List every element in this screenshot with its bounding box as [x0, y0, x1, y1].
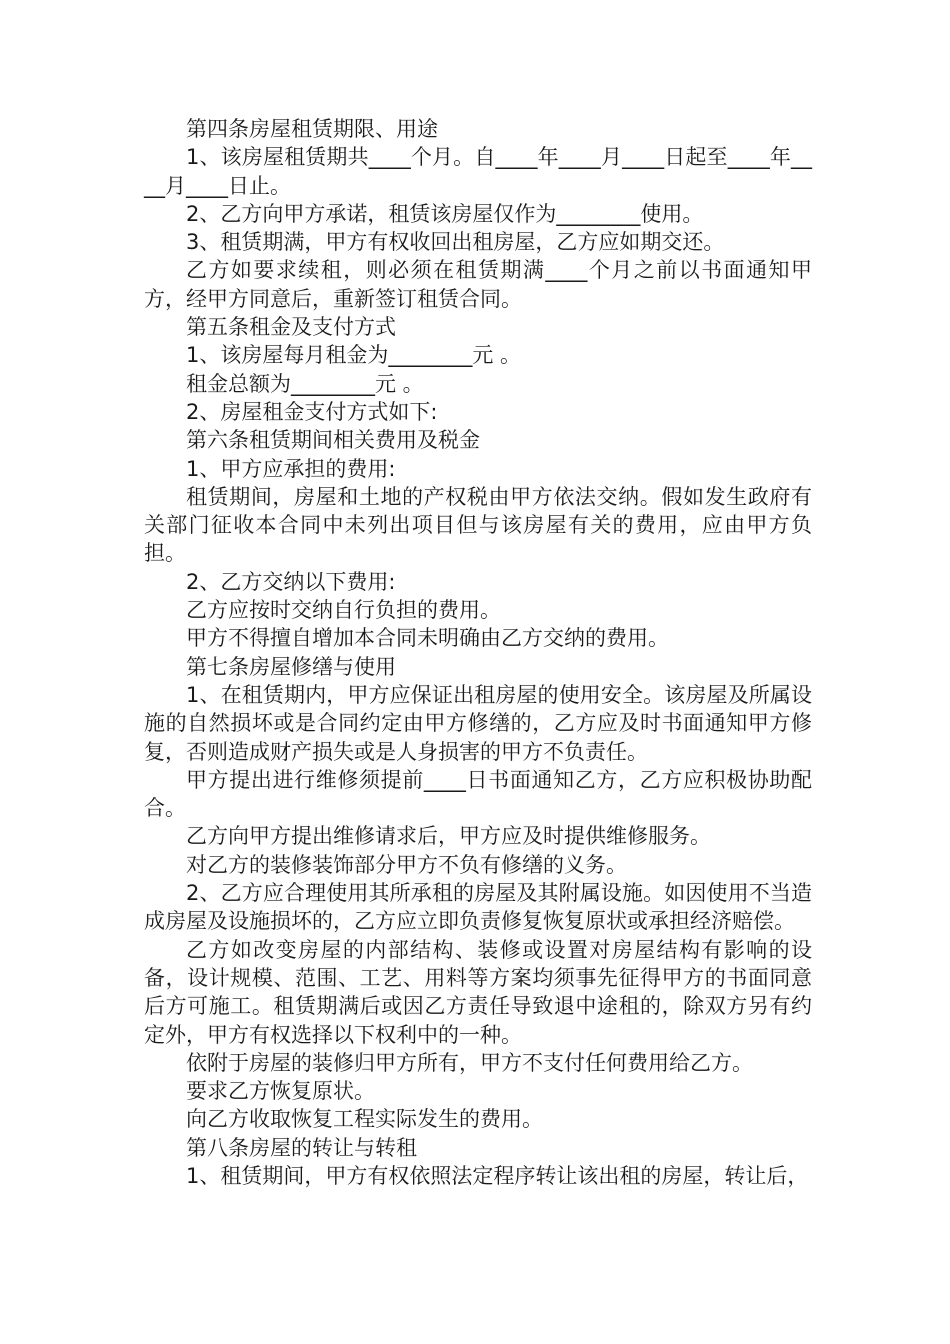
paragraph-payment-method: 2、房屋租金支付方式如下: — [186, 399, 438, 424]
paragraph-monthly-rent: 1、该房屋每月租金为________元 。 — [186, 343, 522, 368]
paragraph-party-b-costs: 2、乙方交纳以下费用: — [186, 569, 396, 594]
article-5-heading: 第五条租金及支付方式 — [186, 315, 396, 340]
paragraph-structure-change: 乙方如改变房屋的内部结构、装修或设置对房屋结构有影响的设备，设计规模、范围、工艺、用料等方案均须事先征得甲方的书面同意后方可施工。租赁期满后或因乙方责任导致退中途租的，除双方另有约定外，甲方有权选择以下权利中的一种。 — [144, 937, 812, 1047]
paragraph-total-rent: 租金总额为________元 。 — [186, 371, 424, 396]
paragraph-lease-purpose: 2、乙方向甲方承诺，租赁该房屋仅作为________使用。 — [186, 201, 704, 226]
paragraph-renewal: 乙方如要求续租，则必须在租赁期满____个月之前以书面通知甲方，经甲方同意后，重新签订租赁合同。 — [144, 258, 812, 311]
paragraph-maintenance-notice: 甲方提出进行维修须提前____日书面通知乙方，乙方应积极协助配合。 — [144, 767, 812, 821]
document-body — [144, 115, 812, 1190]
paragraph-transfer: 1、租赁期间，甲方有权依照法定程序转让该出租的房屋，转让后， — [186, 1163, 809, 1188]
article-6-heading: 第六条租赁期间相关费用及税金 — [186, 428, 480, 453]
article-8-heading: 第八条房屋的转让与转租 — [186, 1135, 417, 1160]
paragraph-maintenance-request: 乙方向甲方提出维修请求后，甲方应及时提供维修服务。 — [186, 824, 711, 849]
paragraph-proper-use: 2、乙方应合理使用其所承租的房屋及其附属设施。如因使用不当造成房屋及设施损坏的，乙方应立即负责修复恢复原状或承担经济赔偿。 — [144, 881, 812, 934]
paragraph-property-tax: 租赁期间，房屋和土地的产权税由甲方依法交纳。假如发生政府有关部门征收本合同中未列出项目但与该房屋有关的费用，应由甲方负担。 — [144, 484, 812, 566]
paragraph-party-b-pay: 乙方应按时交纳自行负担的费用。 — [186, 598, 501, 623]
paragraph-party-a-costs: 1、甲方应承担的费用: — [186, 456, 396, 481]
paragraph-safety: 1、在租赁期内，甲方应保证出租房屋的使用安全。该房屋及所属设施的自然损坏或是合同约定由甲方修缮的，乙方应及时书面通知甲方修复，否则造成财产损失或是人身损害的甲方不负责任。 — [144, 682, 812, 764]
paragraph-lease-term: 1、该房屋租赁期共____个月。自____年____月____日起至____年____月____日止。 — [144, 145, 812, 198]
paragraph-lease-expiry: 3、租赁期满，甲方有权收回出租房屋，乙方应如期交还。 — [186, 230, 725, 255]
paragraph-decoration-repair: 对乙方的装修装饰部分甲方不负有修缮的义务。 — [186, 852, 627, 877]
paragraph-no-extra-fees: 甲方不得擅自增加本合同未明确由乙方交纳的费用。 — [186, 626, 669, 651]
article-7-heading: 第七条房屋修缮与使用 — [186, 654, 396, 679]
article-4-heading: 第四条房屋租赁期限、用途 — [186, 117, 438, 141]
paragraph-option-3: 向乙方收取恢复工程实际发生的费用。 — [186, 1107, 543, 1132]
paragraph-option-1: 依附于房屋的装修归甲方所有，甲方不支付任何费用给乙方。 — [186, 1050, 753, 1075]
paragraph-option-2: 要求乙方恢复原状。 — [186, 1079, 375, 1104]
